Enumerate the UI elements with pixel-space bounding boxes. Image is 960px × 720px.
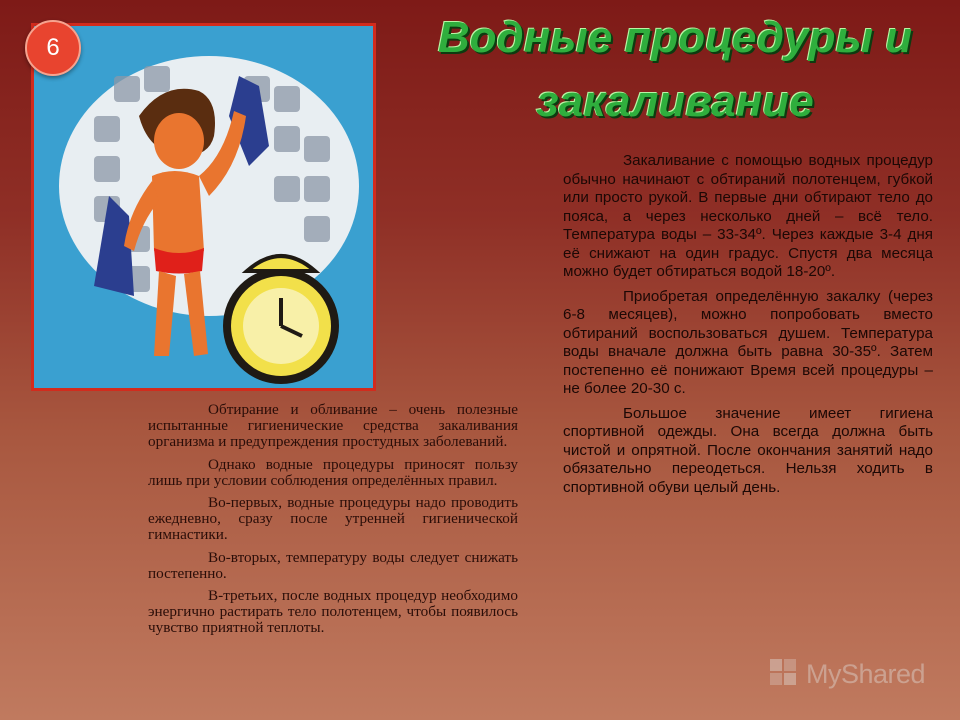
illustration-boy-with-towel-and-alarm-clock bbox=[31, 23, 376, 391]
left-paragraph: Во-первых, водные процедуры надо проводить ежедневно, сразу после утренней гигиенической гимнастики. bbox=[148, 494, 518, 544]
watermark-text: MyShared bbox=[806, 658, 926, 689]
myshared-logo-icon bbox=[766, 655, 800, 694]
slide-number-badge: 6 bbox=[25, 20, 81, 76]
title-line-1: Водные процедуры и bbox=[437, 13, 913, 62]
right-paragraph: Приобретая определённую закалку (через 6-8 месяцев), можно попробовать вместо обтираний воспользоваться душем. Температура воды вначале должна быть равна 30-35º. Затем постепенно её понижают Время всей процедуры – не более 20-30 с. bbox=[563, 287, 933, 397]
myshared-watermark bbox=[766, 656, 925, 692]
left-paragraph: Однако водные процедуры приносят пользу лишь при условии соблюдения определённых правил. bbox=[148, 455, 518, 489]
right-paragraph: Большое значение имеет гигиена спортивной одежды. Она всегда должна быть чистой и опрятной. После окончания занятий надо обязательно переодеться. Нельзя ходить в спортивной обуви целый день. bbox=[563, 404, 933, 496]
left-paragraph: Во-вторых, температуру воды следует снижать постепенно. bbox=[148, 548, 518, 582]
page-title bbox=[395, 6, 955, 134]
right-paragraph: Закаливание с помощью водных процедур обычно начинают с обтираний полотенцем, губкой или просто рукой. В первые дни обтирают тело до пояса, а через несколько дней – всё тело. Температура воды – 33-34º. Через каждые 3-4 дня её снижают на один градус. Спустя два месяца можно будет обтираться водой 18-20º. bbox=[563, 152, 933, 280]
right-text-block bbox=[563, 152, 933, 503]
left-paragraph: Обтирание и обливание – очень полезные испытанные гигиенические средства закаливания организма и предупреждения простудных заболеваний. bbox=[148, 401, 518, 451]
title-line-2: закаливание bbox=[536, 77, 814, 126]
left-text-block bbox=[148, 402, 518, 643]
left-paragraph: В-третьих, после водных процедур необходимо энергично растирать тело полотенцем, чтобы появилось чувство приятной теплоты. bbox=[148, 587, 518, 637]
